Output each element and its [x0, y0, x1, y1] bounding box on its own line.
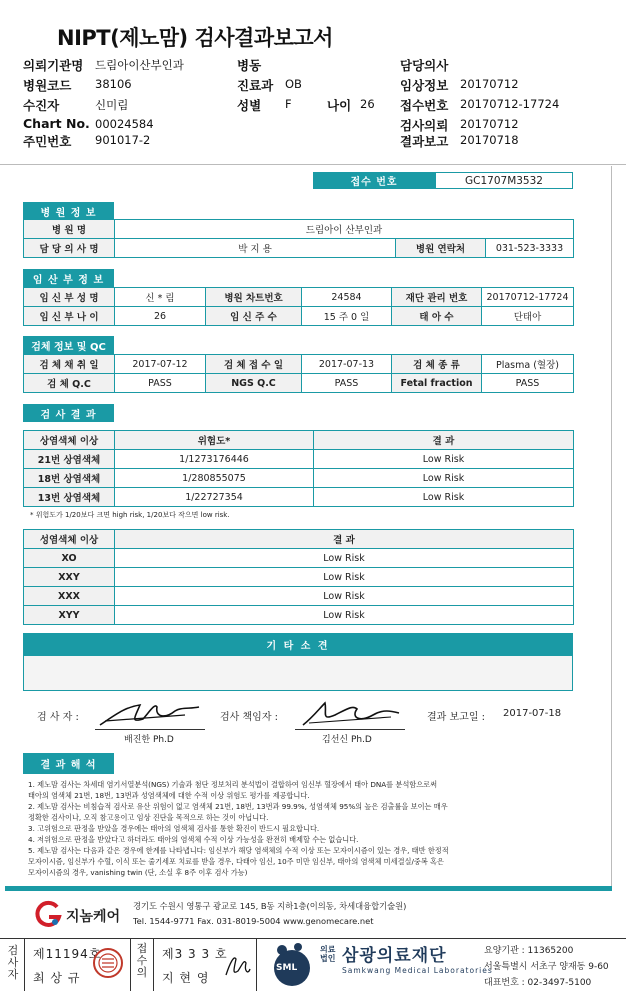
section-title-pregnant: 임 산 부 정 보 — [23, 269, 114, 287]
column-header: 상염색체 이상 — [24, 431, 115, 450]
teal-divider — [5, 886, 612, 891]
cell-value: PASS — [482, 374, 574, 393]
header-value: 901017-2 — [95, 133, 151, 147]
cell-label: 검 체 접 수 일 — [206, 355, 302, 374]
interpretation-list — [28, 780, 573, 878]
company-address: 경기도 수원시 영통구 광교로 145, B동 지하1층(이의동, 차세대융합기술원) — [133, 901, 407, 911]
report-header — [0, 0, 626, 166]
org-english-name: Samkwang Medical Laboratories — [342, 966, 493, 975]
header-label: 주민번호 — [23, 134, 72, 149]
cell-value: 1/1273176446 — [115, 450, 314, 469]
list-item: 모자이시즘, 임신부가 수혈, 이식 또는 줄기세포 치료를 받을 경우, 다태아 임신, 10주 미만 임신부, 태아의 염색체 미세결실/중복 혹은 — [28, 856, 444, 866]
table-row — [24, 568, 574, 587]
column-header: 결 과 — [115, 530, 574, 549]
header-value: 20170712 — [460, 117, 519, 131]
table-row — [24, 606, 574, 625]
seal-stamp-icon — [92, 947, 124, 979]
column-header: 결 과 — [314, 431, 574, 450]
section-title-interpretation: 결 과 해 석 — [23, 753, 114, 774]
table-header-row — [24, 530, 574, 549]
header-label: 수진자 — [23, 98, 60, 113]
cell-label: XO — [24, 549, 115, 568]
list-item: 정확한 검사이나, 오직 참고용이고 임상 진단을 목적으로 하는 것이 아닙니다. — [28, 812, 269, 822]
cell-label: 검 체 Q.C — [24, 374, 115, 393]
column-header: 성염색체 이상 — [24, 530, 115, 549]
cell-label: 검 체 채 취 일 — [24, 355, 115, 374]
cell-label: 13번 상염색체 — [24, 488, 115, 507]
table-row — [24, 355, 574, 374]
cell-label: 병원 차트번호 — [206, 288, 302, 307]
cell-value: 20170712-17724 — [482, 288, 574, 307]
tester-name: 배진한 Ph.D — [124, 735, 174, 745]
pregnant-info-table — [23, 287, 574, 326]
cell-value: 2017-07-12 — [115, 355, 206, 374]
column-header: 위험도* — [115, 431, 314, 450]
signature-line — [295, 729, 405, 730]
header-label: 성별 — [237, 98, 262, 113]
cell-value: Low Risk — [115, 568, 574, 587]
receipt-number: GC1707M3532 — [435, 172, 573, 189]
tester-label: 검 사 자 : — [37, 712, 79, 723]
list-item: 1. 제노맘 검사는 차세대 염기서열분석(NGS) 기술과 첨단 정보처리 분석법이 결합하여 임신부 혈장에서 태아 DNA를 분석함으로써 — [28, 780, 438, 789]
cell-value: Low Risk — [314, 488, 574, 507]
header-value: 20170718 — [460, 133, 519, 147]
manager-signature-icon — [295, 697, 405, 731]
divider — [0, 164, 626, 165]
header-label: Chart No. — [23, 116, 90, 131]
header-label: 병동 — [237, 58, 262, 73]
cell-label: Fetal fraction — [392, 374, 482, 393]
cell-value: Low Risk — [115, 606, 574, 625]
cell-label: 재단 관리 번호 — [392, 288, 482, 307]
cell-value: 24584 — [302, 288, 392, 307]
sheet-margin — [612, 166, 626, 891]
cell-value: 031-523-3333 — [486, 239, 574, 258]
cell-value: Low Risk — [314, 469, 574, 488]
vertical-label: 접수의 — [136, 942, 148, 980]
list-item: 3. 고위험으로 판정을 받았을 경우에는 태아의 염색체 검사를 통한 확진이 반드시 필요합니다. — [28, 823, 320, 833]
table-row — [24, 488, 574, 507]
header-value: OB — [285, 77, 302, 91]
table-row — [24, 469, 574, 488]
cell-value: Low Risk — [115, 549, 574, 568]
receipt-label: 접수 번호 — [313, 172, 435, 189]
list-item: 4. 저위험으로 판정을 받았다고 하더라도 태아의 염색체 수적 이상 가능성을 완전히 배제할 수는 없습니다. — [28, 834, 359, 844]
table-header-row — [24, 431, 574, 450]
license-number: 제3 3 3 호 — [162, 947, 228, 961]
cell-value: Low Risk — [115, 587, 574, 606]
report-date: 2017-07-18 — [503, 708, 562, 719]
org-name: 삼광의료재단 — [342, 946, 447, 966]
cell-label: 태 아 수 — [392, 307, 482, 326]
report-date-label: 결과 보고일 : — [427, 712, 486, 723]
cell-label: XYY — [24, 606, 115, 625]
company-name: 지놈케어 — [66, 909, 121, 925]
table-row — [24, 239, 574, 258]
table-row — [24, 307, 574, 326]
header-value: 20170712 — [460, 77, 519, 91]
cell-value: 26 — [115, 307, 206, 326]
cell-label: 병 원 명 — [24, 220, 115, 239]
inspector-name: 최 상 규 — [33, 971, 81, 985]
list-item: 태아의 염색체 21번, 18번, 13번과 성염색체에 대한 수적 이상 위험도 평가를 제공합니다. — [28, 790, 310, 800]
org-phone: 대표번호 : 02-3497-5100 — [484, 978, 592, 988]
header-value: F — [285, 97, 292, 111]
cell-label: 임 신 주 수 — [206, 307, 302, 326]
list-item: 2. 제노맘 검사는 비침습적 검사로 유산 위험이 없고 염색체 21번, 18번, 13번과 99.9%, 성염색체 95%의 높은 검출률을 보이는 매우 — [28, 801, 448, 811]
header-label: 의뢰기관명 — [23, 58, 84, 73]
section-title-other: 기 타 소 견 — [23, 633, 573, 655]
cell-label: 18번 상염색체 — [24, 469, 115, 488]
cell-value: 박 지 용 — [115, 239, 396, 258]
cell-label: XXX — [24, 587, 115, 606]
sex-chromosome-results-table — [23, 529, 574, 625]
divider — [24, 939, 25, 991]
cell-label: NGS Q.C — [206, 374, 302, 393]
header-value: 26 — [360, 97, 375, 111]
page-title: NIPT(제노맘) 검사결과보고서 — [57, 26, 333, 50]
header-value: 00024584 — [95, 117, 154, 131]
org-type: 의료법인 — [320, 945, 336, 964]
cell-value: 1/280855075 — [115, 469, 314, 488]
risk-footnote: * 위험도가 1/20보다 크면 high risk, 1/20보다 작으면 low risk. — [30, 511, 230, 519]
receiver-name: 지 현 영 — [162, 971, 210, 985]
header-value: 신미림 — [95, 98, 129, 112]
table-row — [24, 587, 574, 606]
cell-value: 2017-07-13 — [302, 355, 392, 374]
cell-value: 신 * 림 — [115, 288, 206, 307]
divider — [256, 939, 257, 991]
org-address: 서울특별시 서초구 양재동 9-60 — [484, 962, 609, 972]
receiver-signature-icon — [222, 949, 252, 981]
header-label: 결과보고 — [400, 134, 449, 149]
header-value: 드림아이산부인과 — [95, 58, 184, 72]
tester-signature-icon — [95, 697, 205, 731]
header-value: 38106 — [95, 77, 132, 91]
cell-value: 드림아이 산부인과 — [115, 220, 574, 239]
table-row — [24, 549, 574, 568]
list-item: 모자이시즘의 경우, vanishing twin (단, 소실 후 8주 이후 검사 가능) — [28, 867, 248, 877]
cell-label: 임 신 부 나 이 — [24, 307, 115, 326]
manager-name: 김선신 Ph.D — [322, 735, 372, 745]
header-label: 병원코드 — [23, 78, 72, 93]
cell-label: 검 체 종 류 — [392, 355, 482, 374]
cell-value: 1/22727354 — [115, 488, 314, 507]
table-row — [24, 220, 574, 239]
header-label: 접수번호 — [400, 98, 449, 113]
cell-label: 임 신 부 성 명 — [24, 288, 115, 307]
sml-label: SML — [276, 963, 298, 973]
table-row — [24, 288, 574, 307]
manager-label: 검사 책임자 : — [220, 712, 279, 723]
cell-label: 21번 상염색체 — [24, 450, 115, 469]
section-title-sample: 검체 정보 및 QC — [23, 336, 114, 354]
org-code: 요양기관 : 11365200 — [484, 946, 574, 956]
list-item: 5. 제노맘 검사는 다음과 같은 경우에 한계를 나타냅니다: 임신부가 해당 염색체의 수적 이상 또는 모자이시즘이 있는 경우, 태반 한정적 — [28, 845, 449, 855]
cell-value: 단태아 — [482, 307, 574, 326]
other-findings-body — [23, 655, 573, 691]
cell-value: 15 주 0 일 — [302, 307, 392, 326]
cell-label: 담 당 의 사 명 — [24, 239, 115, 258]
cell-value: Plasma (혈장) — [482, 355, 574, 374]
header-label: 담당의사 — [400, 58, 449, 73]
table-row — [24, 450, 574, 469]
header-label: 임상정보 — [400, 78, 449, 93]
sample-info-table — [23, 354, 574, 393]
cell-value: PASS — [115, 374, 206, 393]
signature-line — [95, 729, 205, 730]
genomecare-logo-icon — [33, 899, 63, 929]
hospital-info-table — [23, 219, 574, 258]
vertical-label: 검사자 — [7, 944, 19, 982]
divider — [153, 939, 154, 991]
cell-value: PASS — [302, 374, 392, 393]
header-label: 나이 — [327, 98, 352, 113]
footer-strip — [0, 938, 626, 991]
cell-label: XXY — [24, 568, 115, 587]
table-row — [24, 374, 574, 393]
company-contact: Tel. 1544-9771 Fax. 031-8019-5004 www.genomecare.net — [133, 916, 374, 926]
divider — [130, 939, 131, 991]
license-number: 제11194호 — [33, 947, 102, 961]
autosome-results-table — [23, 430, 574, 507]
cell-label: 병원 연락처 — [396, 239, 486, 258]
header-label: 검사의뢰 — [400, 118, 449, 133]
section-title-hospital: 병 원 정 보 — [23, 202, 114, 220]
header-value: 20170712-17724 — [460, 97, 560, 111]
header-label: 진료과 — [237, 78, 274, 93]
section-title-results: 검 사 결 과 — [23, 404, 114, 422]
cell-value: Low Risk — [314, 450, 574, 469]
